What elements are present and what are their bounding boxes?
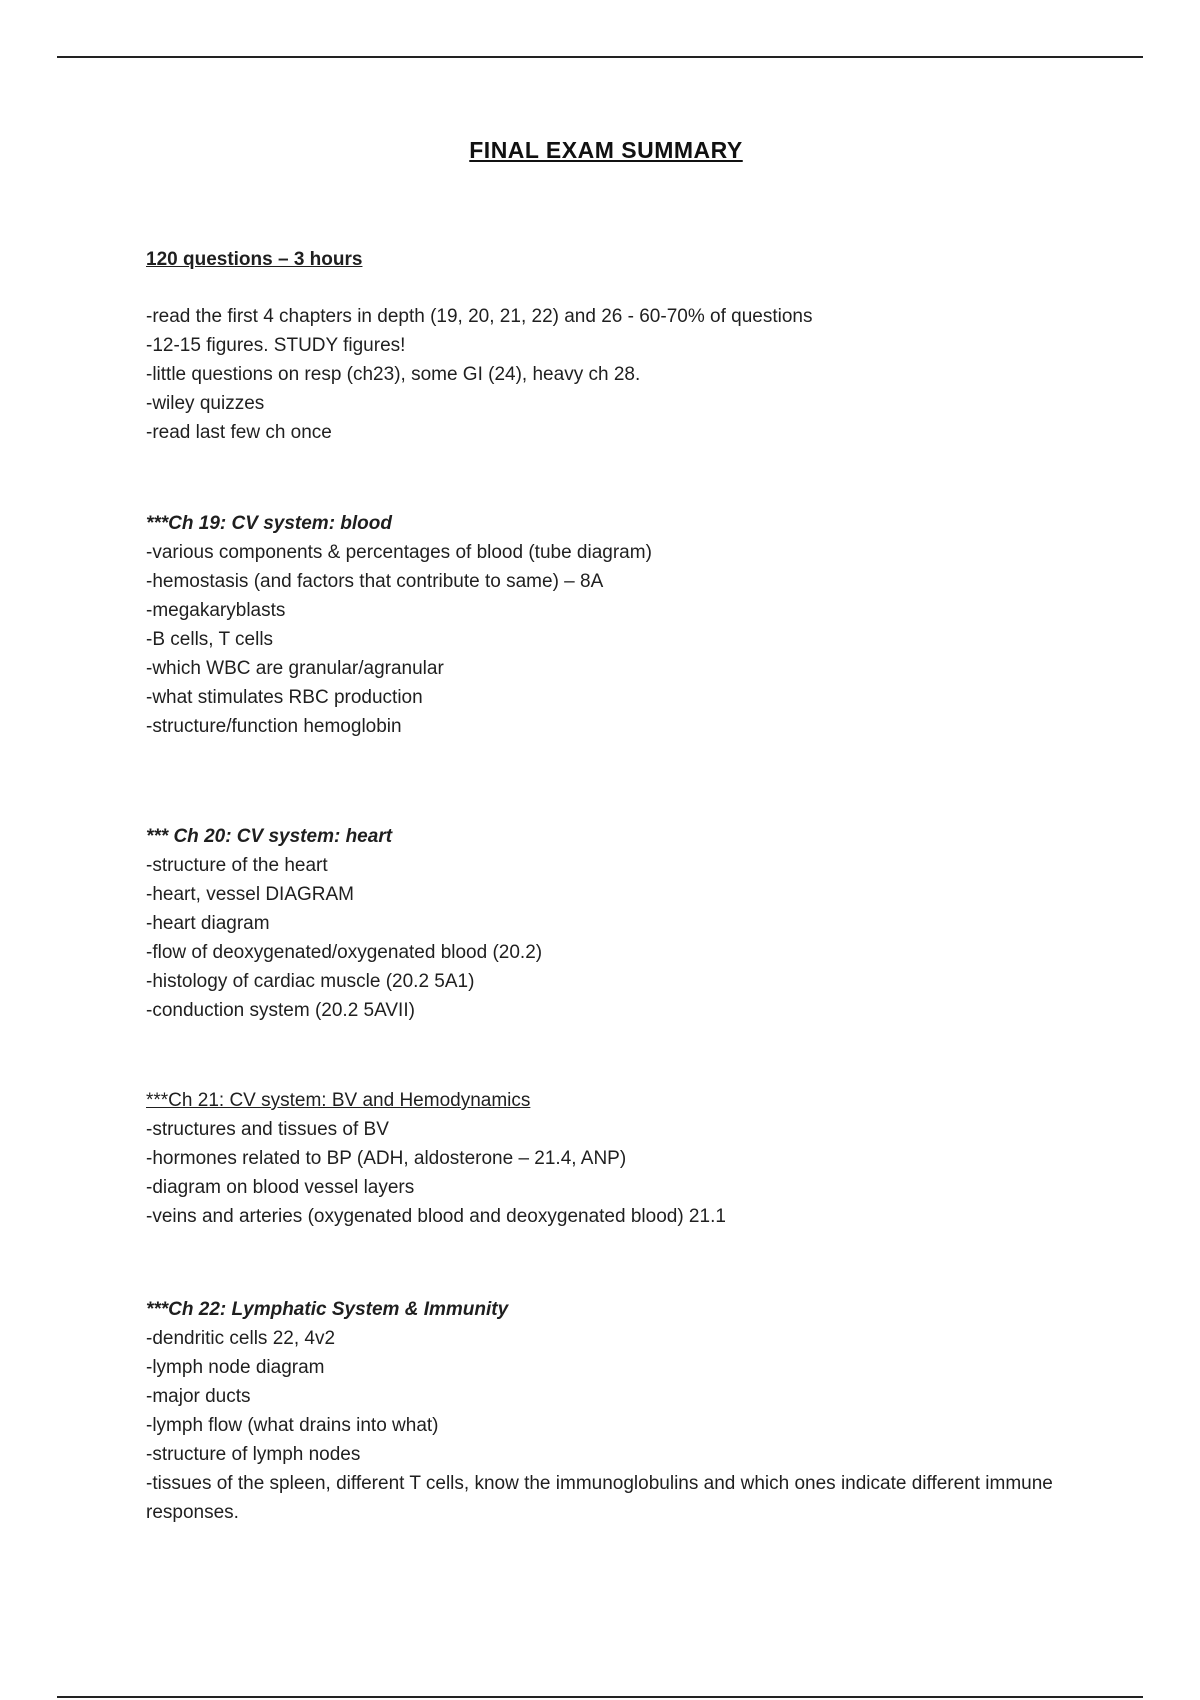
list-item: -what stimulates RBC production — [146, 687, 423, 708]
exam-info — [146, 245, 1096, 274]
list-item: -tissues of the spleen, different T cells, know the immunoglobulins and which ones indicate different immune responses. — [146, 1473, 1053, 1523]
list-item: -12-15 figures. STUDY figures! — [146, 335, 406, 356]
list-item: -major ducts — [146, 1386, 251, 1407]
document-body — [146, 245, 1096, 1527]
list-item: -lymph flow (what drains into what) — [146, 1415, 439, 1436]
section-heading: ***Ch 21: CV system: BV and Hemodynamics — [146, 1090, 531, 1111]
list-item: -structure of the heart — [146, 855, 328, 876]
top-rule — [57, 56, 1143, 58]
list-item: -various components & percentages of blood (tube diagram) — [146, 542, 652, 563]
list-item: -structures and tissues of BV — [146, 1119, 389, 1140]
list-item: -heart, vessel DIAGRAM — [146, 884, 354, 905]
list-item: -B cells, T cells — [146, 629, 274, 650]
intro-list — [146, 302, 1096, 447]
list-item: -heart diagram — [146, 913, 270, 934]
section-heading: *** Ch 20: CV system: heart — [146, 826, 393, 847]
bottom-rule — [57, 1696, 1143, 1698]
list-item: -structure/function hemoglobin — [146, 716, 402, 737]
list-item: -conduction system (20.2 5AVII) — [146, 1000, 415, 1021]
list-item: -flow of deoxygenated/oxygenated blood (20.2) — [146, 942, 543, 963]
section-heading: ***Ch 19: CV system: blood — [146, 513, 392, 534]
section-heading: ***Ch 22: Lymphatic System & Immunity — [146, 1299, 509, 1320]
list-item: -diagram on blood vessel layers — [146, 1177, 415, 1198]
list-item: -structure of lymph nodes — [146, 1444, 361, 1465]
document-title: FINAL EXAM SUMMARY — [469, 137, 743, 163]
list-item: -wiley quizzes — [146, 393, 265, 414]
exam-info-heading: 120 questions – 3 hours — [146, 249, 363, 270]
list-item: -little questions on resp (ch23), some GI (24), heavy ch 28. — [146, 364, 641, 385]
list-item: -histology of cardiac muscle (20.2 5A1) — [146, 971, 475, 992]
section-ch20 — [146, 822, 1096, 1025]
list-item: -which WBC are granular/agranular — [146, 658, 444, 679]
section-ch19 — [146, 509, 1096, 741]
list-item: -hormones related to BP (ADH, aldosterone – 21.4, ANP) — [146, 1148, 627, 1169]
section-ch22 — [146, 1295, 1096, 1527]
list-item: -veins and arteries (oxygenated blood and deoxygenated blood) 21.1 — [146, 1206, 726, 1227]
section-ch21 — [146, 1086, 1096, 1231]
list-item: -hemostasis (and factors that contribute to same) – 8A — [146, 571, 604, 592]
list-item: -lymph node diagram — [146, 1357, 325, 1378]
list-item: -read the first 4 chapters in depth (19, 20, 21, 22) and 26 - 60-70% of questions — [146, 306, 813, 327]
list-item: -megakaryblasts — [146, 600, 286, 621]
list-item: -read last few ch once — [146, 422, 332, 443]
list-item: -dendritic cells 22, 4v2 — [146, 1328, 336, 1349]
